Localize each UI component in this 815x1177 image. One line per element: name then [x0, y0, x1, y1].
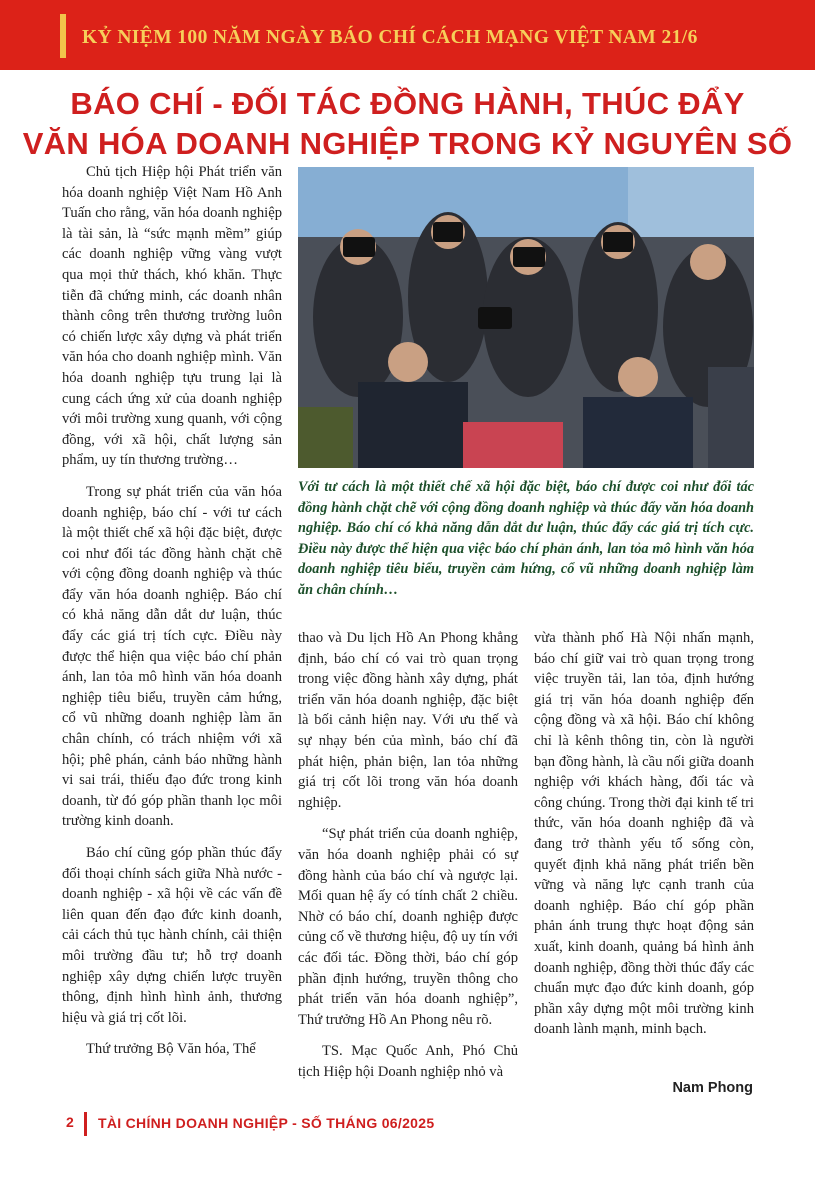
banner-accent-bar — [60, 14, 66, 58]
top-banner — [0, 0, 815, 70]
article-headline — [0, 84, 815, 164]
paragraph: TS. Mạc Quốc Anh, Phó Chủ tịch Hiệp hội Doanh nghiệp nhỏ và — [298, 1043, 518, 1080]
footer-separator — [84, 1112, 87, 1136]
paragraph: Thứ trưởng Bộ Văn hóa, Thể — [86, 1041, 256, 1058]
photo-caption: Với tư cách là một thiết chế xã hội đặc biệt, báo chí được coi như đối tác đồng hành chặt chẽ với cộng đồng doanh nghiệp và thúc đẩy văn hóa doanh nghiệp. Báo chí có khả năng dẫn dắt dư luận, thúc đẩy các giá trị tích cực. Điều này được thể hiện qua việc báo chí phản ánh, lan tỏa mô hình văn hóa doanh nghiệp tiêu biểu, truyền cảm hứng, cổ vũ những doanh nghiệp làm ăn chân chính… — [298, 479, 754, 598]
paragraph: Báo chí cũng góp phần thúc đẩy đối thoại chính sách giữa Nhà nước - doanh nghiệp - xã hội về các vấn đề liên quan đến đạo đức kinh doanh, cải cách thủ tục hành chính, cải thiện môi trường đầu tư; hỗ trợ doanh nghiệp xây dựng chiến lược truyền thông, định hình hình ảnh, thương hiệu và giá trị cốt lõi. — [62, 845, 282, 1026]
photographers-photo — [298, 167, 754, 468]
banner-title: KỶ NIỆM 100 NĂM NGÀY BÁO CHÍ CÁCH MẠNG VIỆT NAM 21/6 — [82, 27, 698, 48]
paragraph: vừa thành phố Hà Nội nhấn mạnh, báo chí giữ vai trò quan trọng trong việc truyền tải, lan tỏa, định hướng giá trị văn hóa doanh nghiệp đến cộng đồng và xã hội. Báo chí không chỉ là kênh thông tin, còn là người bạn đồng hành, là cầu nối giữa doanh nghiệp với khách hàng, đối tác và công chúng. Trong thời đại kinh tế tri thức, văn hóa doanh nghiệp đã và đang trở thành yếu tố sống còn, quyết định khả năng phát triển bền vững và năng lực cạnh tranh của doanh nghiệp. Báo chí góp phần phản ánh trung thực hoạt động sản xuất, kinh doanh, quảng bá hình ảnh doanh nghiệp, đồng thời thúc đẩy các chuẩn mực đạo đức kinh doanh, góp phần xây dựng một môi trường kinh doanh lành mạnh, minh bạch. — [534, 630, 754, 1038]
paragraph: “Sự phát triển của doanh nghiệp, văn hóa doanh nghiệp phải có sự đồng hành của báo chí và ngược lại. Mối quan hệ ấy có tính chất 2 chiều. Nhờ có báo chí, doanh nghiệp được củng cố về thương hiệu, độ uy tín với các đối tác. Đồng thời, báo chí góp phần định hướng, truyền thông cho phát triển văn hóa doanh nghiệp”, Thứ trưởng Hồ An Phong nêu rõ. — [298, 826, 518, 1028]
headline-line-2: VĂN HÓA DOANH NGHIỆP TRONG KỶ NGUYÊN SỐ — [22, 126, 793, 161]
page-number: 2 — [66, 1114, 74, 1130]
paragraph: Chủ tịch Hiệp hội Phát triển văn hóa doanh nghiệp Việt Nam Hồ Anh Tuấn cho rằng, văn hóa doanh nghiệp là tài sản, là “sức mạnh mềm” giúp các doanh nghiệp vững vàng vượt qua mọi thử thách, khó khăn. Thực tiễn đã chứng minh, các doanh nhân thành công trên thương trường luôn có chiến lược xây dựng và phát triển văn hóa cho doanh nghiệp mình. Văn hóa doanh nghiệp tựu trung lại là cung cách ứng xử của doanh nghiệp với môi trường xung quanh, với cộng đồng, với xã hội, chất lượng sản phẩm, uy tín thương trường… — [62, 164, 282, 469]
author-byline: Nam Phong — [672, 1080, 753, 1096]
article-column-2 — [298, 628, 518, 1082]
article-photo — [298, 167, 754, 468]
article-column-1 — [62, 162, 282, 1060]
paragraph: thao và Du lịch Hồ An Phong khẳng định, báo chí có vai trò quan trọng trong việc đồng hành xây dựng, phát triển văn hóa doanh nghiệp, đặc biệt là bối cảnh hiện nay. Với ưu thế và sự nhạy bén của mình, báo chí đã phát hiện, phản biện, lan tỏa những giá trị cốt lõi trong văn hóa doanh nghiệp. — [298, 630, 518, 811]
publication-name: TÀI CHÍNH DOANH NGHIỆP - SỐ THÁNG 06/2025 — [98, 1115, 435, 1131]
paragraph: Trong sự phát triển của văn hóa doanh nghiệp, báo chí - với tư cách là một thiết chế xã hội đặc biệt, được coi như đối tác đồng hành chặt chẽ với cộng đồng doanh nghiệp và thúc đẩy văn hóa doanh nghiệp. Báo chí có khả năng dẫn dắt dư luận, thúc đẩy các giá trị tích cực. Điều này được thể hiện qua việc báo chí phản ánh, lan tỏa mô hình văn hóa doanh nghiệp tiêu biểu, truyền cảm hứng, cổ vũ những doanh nghiệp làm ăn chân chính, có trách nhiệm với xã hội; phê phán, cảnh báo những hành vi sai trái, thiếu đạo đức trong kinh doanh, từ đó góp phần thanh lọc môi trường kinh doanh. — [62, 483, 282, 830]
headline-line-1: BÁO CHÍ - ĐỐI TÁC ĐỒNG HÀNH, THÚC ĐẨY — [70, 86, 745, 121]
article-column-3 — [534, 628, 754, 1040]
